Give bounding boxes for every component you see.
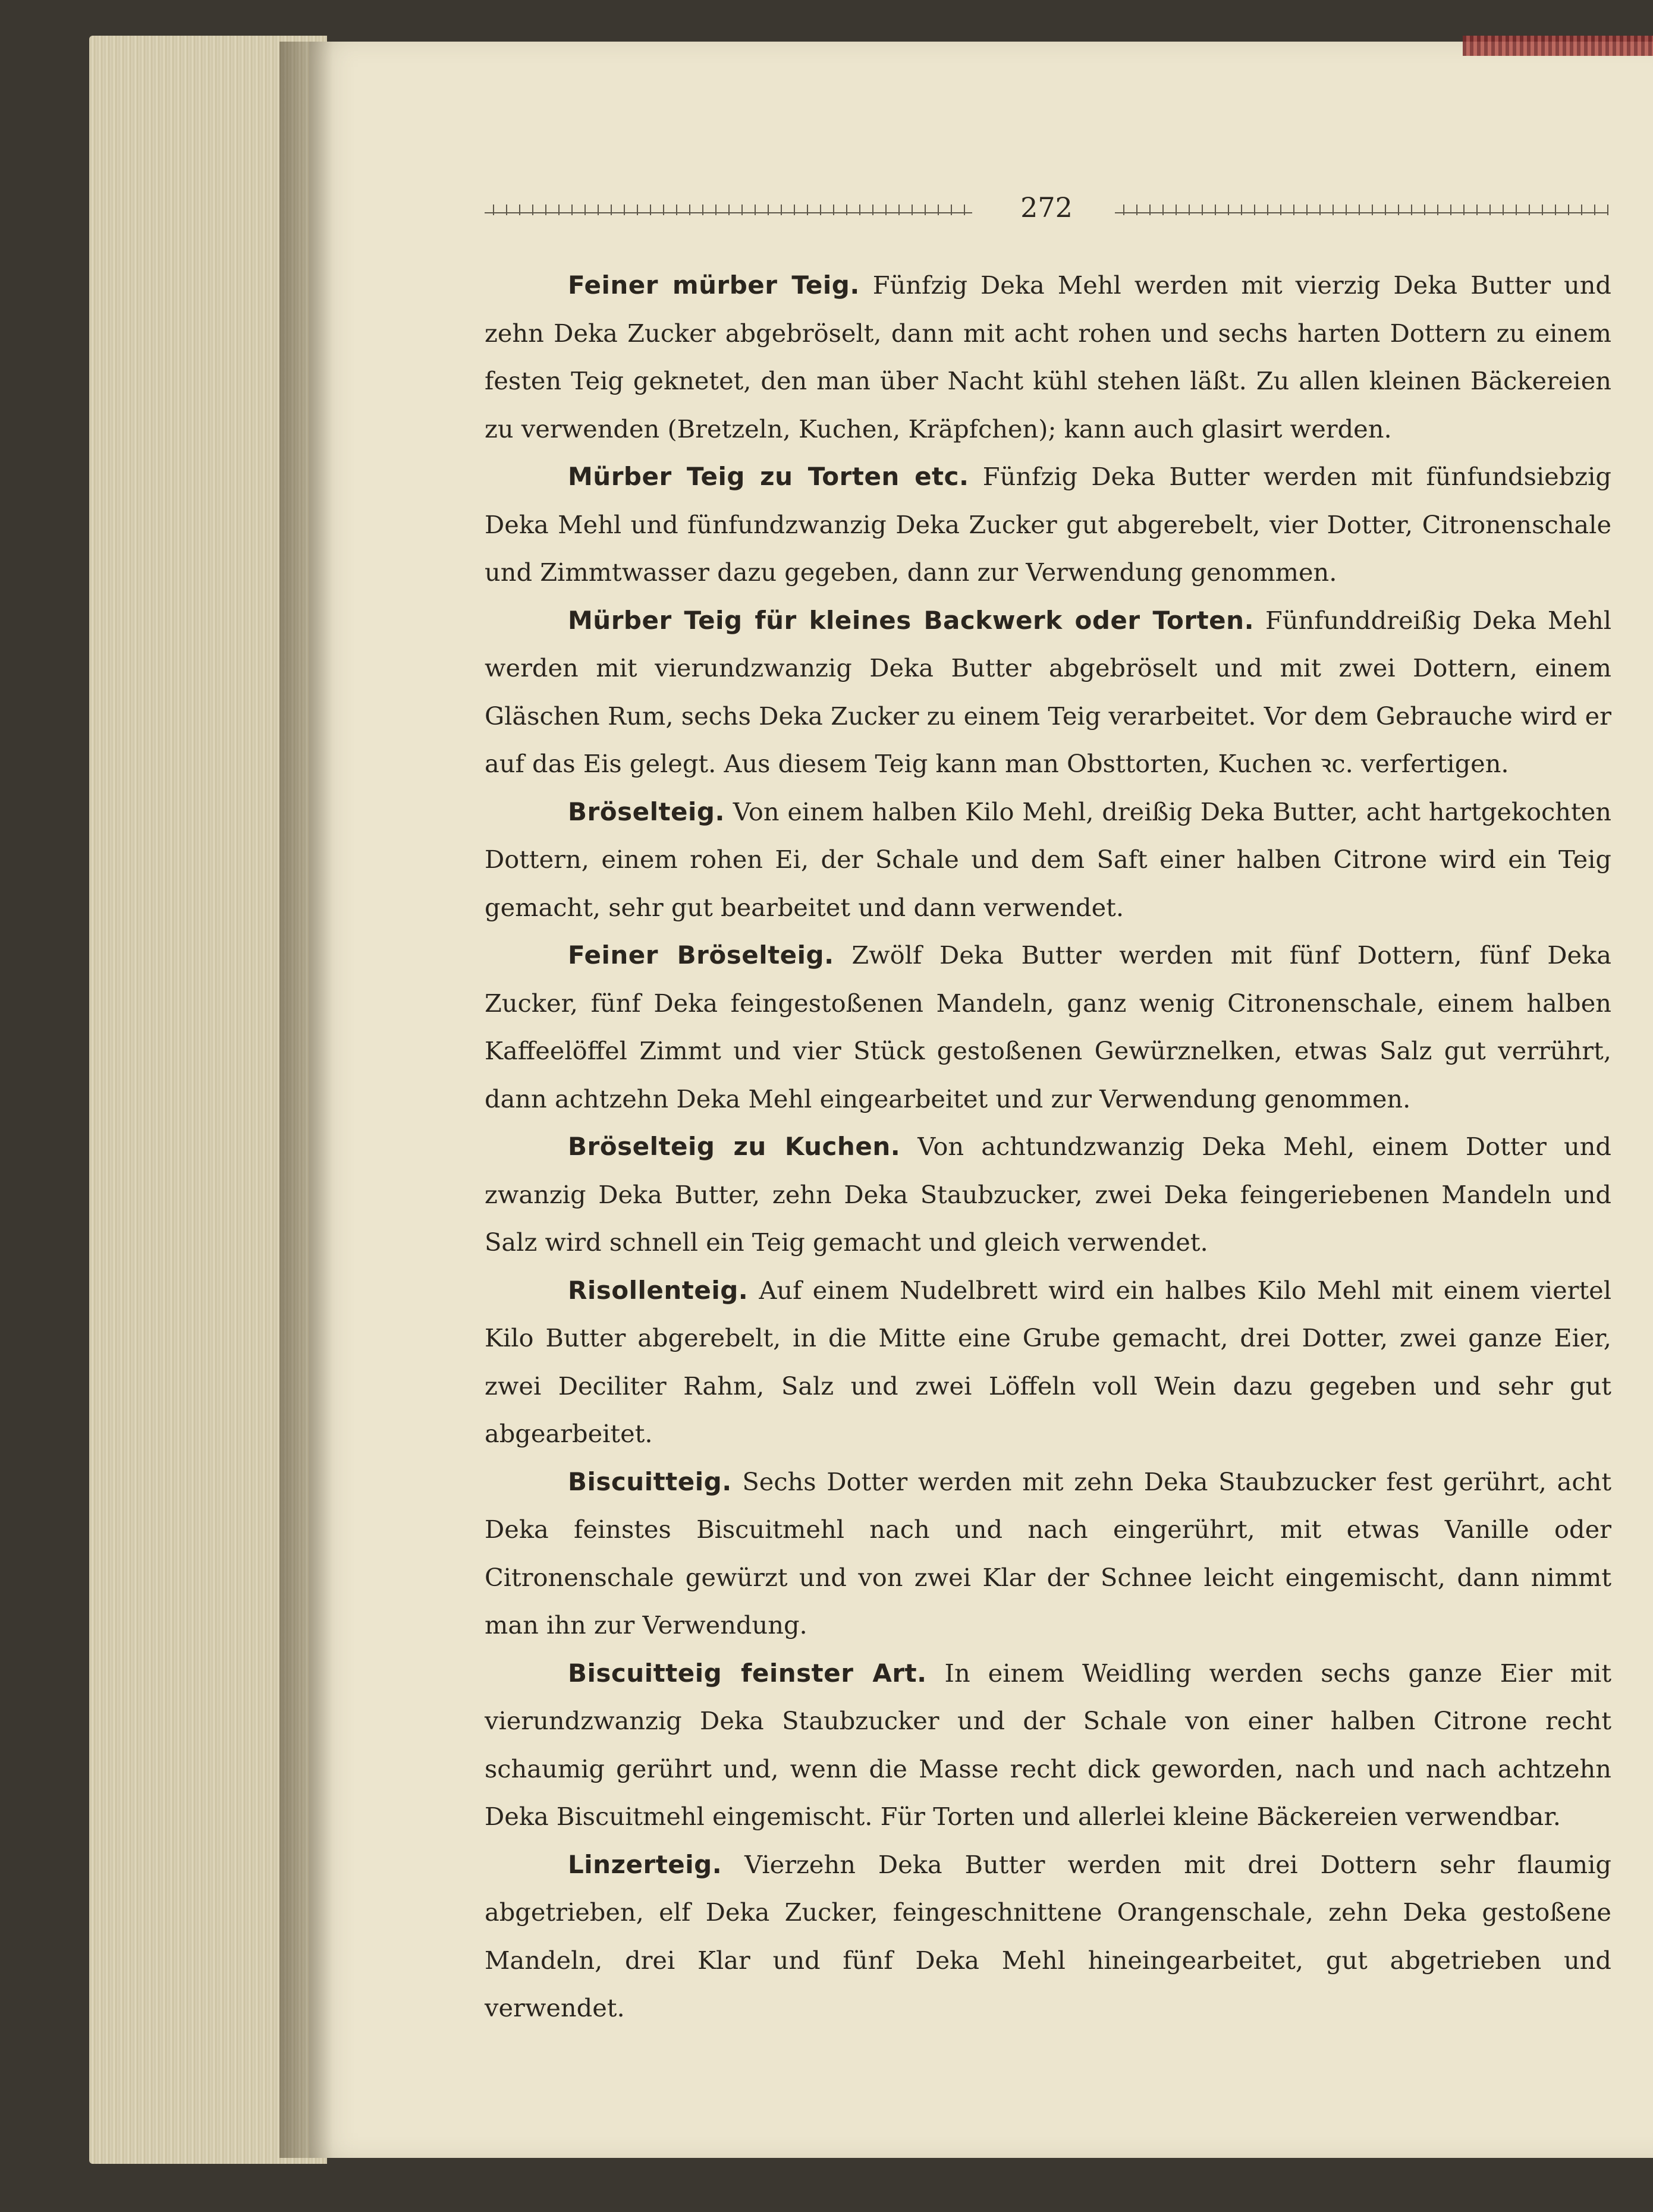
- header-ornament-left: [485, 204, 972, 215]
- header-ornament-right: [1115, 204, 1608, 215]
- recipe-text: Von achtundzwanzig Deka Mehl, einem Dotter und zwanzig Deka Butter, zehn Deka Staubzucker, zwei Deka feingeriebenen Mandeln und Salz wird schnell ein Teig gemacht und gleich verwendet.: [485, 1132, 1611, 1257]
- recipe-paragraph: [485, 788, 1611, 932]
- recipe-title: Bröselteig.: [568, 797, 725, 826]
- recipe-title: Bröselteig zu Kuchen.: [568, 1132, 901, 1161]
- recipe-paragraph: [485, 453, 1611, 597]
- recipe-text: Fünfzig Deka Mehl werden mit vierzig Deka Butter und zehn Deka Zucker abgebröselt, dann mit acht rohen und sechs harten Dottern zu einem festen Teig geknetet, den man über Nacht kühl stehen läßt. Zu allen kleinen Bäckereien zu verwenden (Bretzeln, Kuchen, Kräpfchen); kann auch glasirt werden.: [485, 270, 1612, 443]
- recipe-text: In einem Weidling werden sechs ganze Eier mit vierundzwanzig Deka Staubzucker und der Schale von einer halben Citrone recht schaumig gerührt und, wenn die Masse recht dick geworden, nach und nach achtzehn Deka Biscuitmehl eingemischt. Für Torten und allerlei kleine Bäckereien verwendbar.: [485, 1658, 1611, 1831]
- recipe-paragraph: [485, 1123, 1611, 1267]
- recipe-title: Feiner mürber Teig.: [568, 270, 860, 300]
- recipe-title: Mürber Teig für kleines Backwerk oder Torten.: [568, 605, 1255, 635]
- recipe-text: Vierzehn Deka Butter werden mit drei Dottern sehr flaumig abgetrieben, elf Deka Zucker, feingeschnittene Orangenschale, zehn Deka gestoßene Mandeln, drei Klar und fünf Deka Mehl hineingearbeitet, gut abgetrieben und verwendet.: [485, 1849, 1611, 2022]
- recipe-text: Zwölf Deka Butter werden mit fünf Dottern, fünf Deka Zucker, fünf Deka feingestoßenen Mandeln, ganz wenig Citronenschale, einem halben Kaffeelöffel Zimmt und vier Stück gestoßenen Gewürznelken, etwas Salz gut verrührt, dann achtzehn Deka Mehl eingearbeitet und zur Verwendung genommen.: [485, 940, 1611, 1113]
- recipe-title: Biscuitteig.: [568, 1467, 732, 1496]
- recipe-text: Sechs Dotter werden mit zehn Deka Staubzucker fest gerührt, acht Deka feinstes Biscuitmehl nach und nach eingerührt, mit etwas Vanille oder Citronenschale gewürzt und von zwei Klar der Schnee leicht eingemischt, dann nimmt man ihn zur Verwendung.: [485, 1467, 1611, 1640]
- recipe-paragraph: [485, 597, 1611, 788]
- recipe-paragraph: [485, 1650, 1611, 1841]
- recipe-text: Fünfunddreißig Deka Mehl werden mit vierundzwanzig Deka Butter abgebröselt und mit zwei Dottern, einem Gläschen Rum, sechs Deka Zucker zu einem Teig verarbeitet. Vor dem Gebrauche wird er auf das Eis gelegt. Aus diesem Teig kann man Obsttorten, Kuchen ꝛc. verfertigen.: [485, 605, 1611, 778]
- recipe-title: Linzerteig.: [568, 1849, 722, 1879]
- gutter-shadow: [279, 42, 333, 2158]
- recipe-list: [485, 262, 1611, 2032]
- page-header: [485, 191, 1608, 227]
- recipe-paragraph: [485, 932, 1611, 1123]
- recipe-paragraph: [485, 1458, 1611, 1650]
- recipe-paragraph: [485, 262, 1611, 453]
- bookmark-ribbon: [1463, 36, 1653, 56]
- recipe-title: Biscuitteig feinster Art.: [568, 1658, 927, 1688]
- page-number: 272: [1020, 191, 1073, 224]
- recipe-text: Fünfzig Deka Butter werden mit fünfundsiebzig Deka Mehl und fünfundzwanzig Deka Zucker gut abgerebelt, vier Dotter, Citronenschale und Zimmtwasser dazu gegeben, dann zur Verwendung genommen.: [485, 462, 1611, 587]
- recipe-title: Feiner Bröselteig.: [568, 940, 834, 970]
- recipe-title: Risollenteig.: [568, 1275, 749, 1305]
- recipe-paragraph: [485, 1267, 1611, 1458]
- recipe-text: Von einem halben Kilo Mehl, dreißig Deka Butter, acht hartgekochten Dottern, einem rohen Ei, der Schale und dem Saft einer halben Citrone wird ein Teig gemacht, sehr gut bearbeitet und dann verwendet.: [485, 797, 1611, 922]
- recipe-title: Mürber Teig zu Torten etc.: [568, 462, 969, 491]
- recipe-text: Auf einem Nudelbrett wird ein halbes Kilo Mehl mit einem viertel Kilo Butter abgerebelt, in die Mitte eine Grube gemacht, drei Dotter, zwei ganze Eier, zwei Deciliter Rahm, Salz und zwei Löffeln voll Wein dazu gegeben und sehr gut abgearbeitet.: [485, 1275, 1611, 1448]
- recipe-paragraph: [485, 1841, 1611, 2032]
